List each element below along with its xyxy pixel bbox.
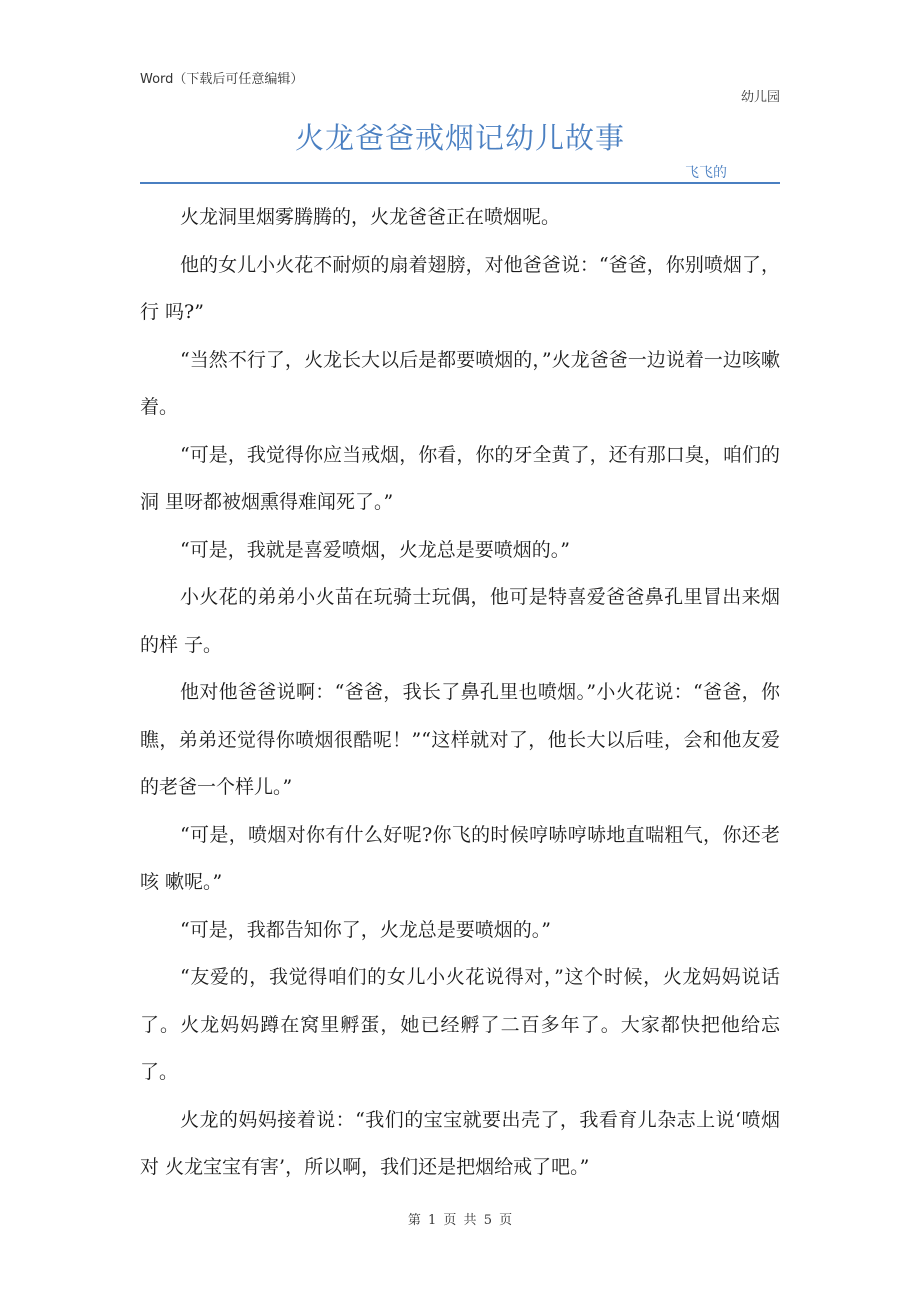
paragraph: 火龙的妈妈接着说：“我们的宝宝就要出壳了，我看育儿杂志上说‘喷烟对 火龙宝宝有害’，所以啊，我们还是把烟给戒了吧。” — [140, 1108, 780, 1178]
paragraph: “可是，我都告知你了，火龙总是要喷烟的。” — [180, 918, 551, 941]
document-title: 火龙爸爸戒烟记幼儿故事 — [294, 121, 625, 155]
paragraph: 小火花的弟弟小火苗在玩骑士玩偶，他可是特喜爱爸爸鼻孔里冒出来烟的样 子。 — [140, 586, 780, 656]
header-note: Word（下载后可任意编辑） — [140, 72, 304, 87]
paragraph: “可是，喷烟对你有什么好呢?你飞的时候哼哧哼哧地直喘粗气，你还老咳 嗽呢。” — [140, 823, 780, 893]
paragraph: “可是，我就是喜爱喷烟，火龙总是要喷烟的。” — [180, 538, 570, 561]
paragraph: “可是，我觉得你应当戒烟，你看，你的牙全黄了，还有那口臭，咱们的洞 里呀都被烟熏得难闻死了。” — [140, 443, 780, 513]
story-body — [140, 194, 780, 1192]
paragraph: “友爱的，我觉得咱们的女儿小火花说得对，”这个时候，火龙妈妈说话了。火龙妈妈蹲在窝里孵蛋，她已经孵了二百多年了。大家都快把他给忘了。 — [140, 966, 780, 1083]
title-divider — [140, 182, 780, 184]
category-label: 幼儿园 — [740, 90, 780, 105]
paragraph: 他对他爸爸说啊：“爸爸，我长了鼻孔里也喷烟。”小火花说：“爸爸，你瞧，弟弟还觉得你喷烟很酷呢！”“这样就对了，他长大以后哇，会和他友爱的老爸一个样儿。” — [140, 681, 780, 798]
paragraph: 火龙洞里烟雾腾腾的，火龙爸爸正在喷烟呢。 — [180, 206, 561, 228]
paragraph: 他的女儿小火花不耐烦的扇着翅膀，对他爸爸说：“爸爸，你别喷烟了，行 吗?” — [140, 253, 780, 323]
page-number: 第 1 页 共 5 页 — [407, 1213, 513, 1228]
author-name: 飞飞的 — [685, 165, 727, 181]
paragraph: “当然不行了，火龙长大以后是都要喷烟的，”火龙爸爸一边说着一边咳嗽 着。 — [140, 348, 780, 418]
